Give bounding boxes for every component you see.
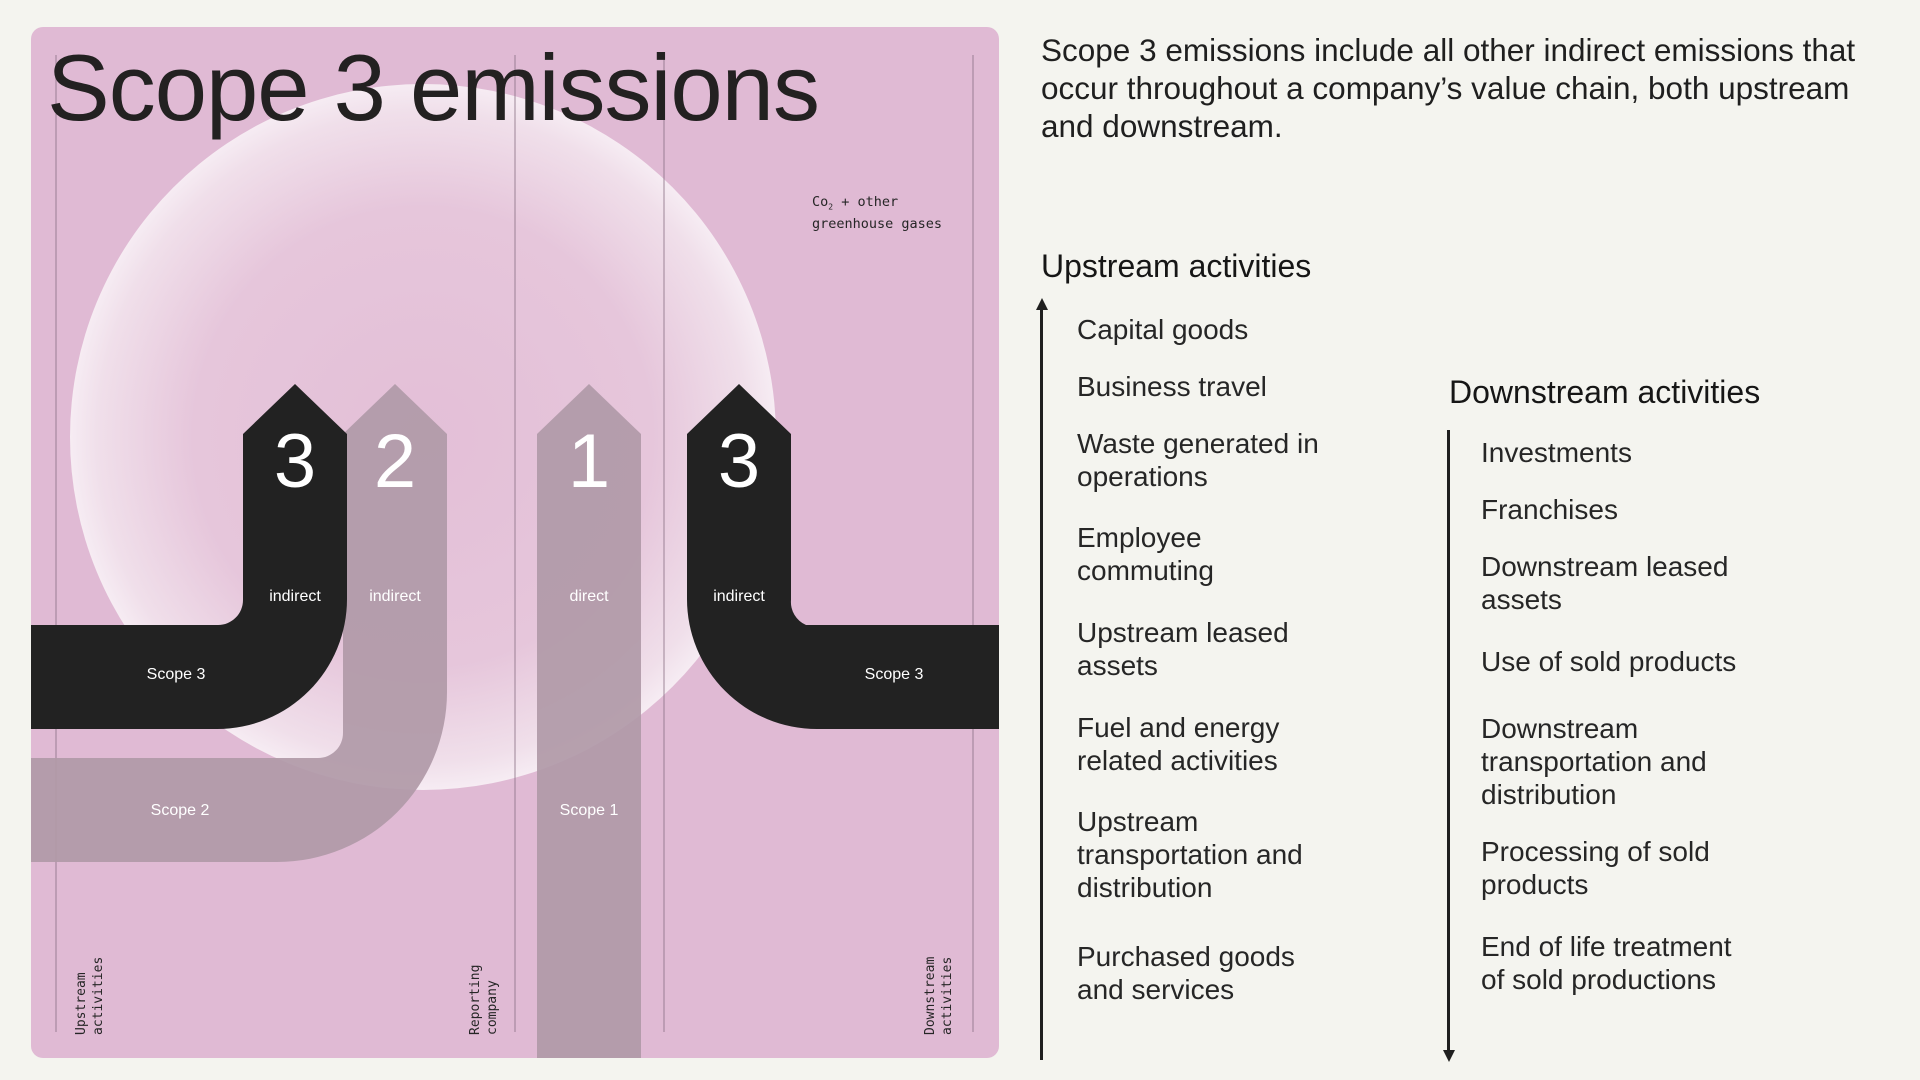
greenhouse-gas-label	[812, 194, 942, 233]
downstream-arrow-head-icon	[1443, 1050, 1455, 1062]
upstream-arrow-line	[1040, 308, 1043, 1060]
scope-1-type: direct	[569, 588, 609, 605]
scope-3-downstream-type: indirect	[713, 588, 765, 605]
downstream-activities-column-label: Downstream activities	[923, 956, 955, 1035]
upstream-activity-item	[1077, 805, 1303, 904]
upstream-activity-item	[1077, 427, 1319, 493]
scope-3-downstream-number: 3	[717, 419, 761, 504]
scope-3-upstream-number: 3	[273, 419, 317, 504]
diagram-graphic	[31, 27, 999, 1058]
upstream-activity-line: distribution	[1077, 872, 1213, 903]
scope-3-upstream-type: indirect	[269, 588, 321, 605]
scope-3-upstream-label: Scope 3	[146, 666, 206, 683]
upstream-activity-line: Employee	[1077, 522, 1202, 553]
downstream-activity-line: distribution	[1481, 779, 1617, 810]
downstream-activity-item	[1481, 493, 1618, 526]
upstream-activity-item	[1077, 616, 1289, 682]
upstream-activity-line: transportation and	[1077, 839, 1303, 870]
upstream-activity-line: Business travel	[1077, 371, 1267, 402]
upstream-activity-line: Fuel and energy	[1077, 712, 1280, 743]
intro-text: Scope 3 emissions include all other indirect emissions that occur throughout a company’s value chain, both upstream and downstream.	[1041, 32, 1856, 144]
upstream-activity-line: Upstream leased	[1077, 617, 1289, 648]
downstream-arrow-line	[1447, 430, 1450, 1052]
upstream-activity-line: Upstream	[1077, 806, 1199, 837]
upstream-activity-line: operations	[1077, 461, 1208, 492]
scope-3-diagram	[31, 27, 999, 1058]
upstream-activity-line: Capital goods	[1077, 314, 1249, 345]
upstream-activity-line: assets	[1077, 650, 1158, 681]
downstream-activity-line: assets	[1481, 584, 1562, 615]
downstream-activity-line: End of life treatment	[1481, 931, 1732, 962]
upstream-activity-item	[1077, 940, 1295, 1006]
gas-label-line-1: $Co_2$ + other	[812, 194, 899, 212]
scope-2-type: indirect	[369, 588, 421, 605]
downstream-activity-line: Use of sold products	[1481, 646, 1737, 677]
diagram-title: Scope 3 emissions	[47, 35, 819, 140]
downstream-activity-item	[1481, 436, 1632, 469]
downstream-activity-item	[1481, 645, 1736, 678]
scope-2-label: Scope 2	[150, 802, 210, 819]
reporting-company-column-label: Reporting company	[468, 964, 500, 1035]
upstream-heading: Upstream activities	[1041, 248, 1312, 284]
upstream-activity-line: Waste generated in	[1077, 428, 1319, 459]
upstream-activity-item	[1077, 521, 1214, 587]
downstream-activity-item	[1481, 550, 1728, 616]
downstream-activity-line: Investments	[1481, 437, 1632, 468]
scope-3-downstream-label: Scope 3	[864, 666, 924, 683]
downstream-activity-line: transportation and	[1481, 746, 1707, 777]
scope-1-number: 1	[567, 419, 611, 504]
downstream-activity-item	[1481, 930, 1732, 996]
upstream-activity-line: and services	[1077, 974, 1235, 1005]
upstream-activity-item	[1077, 313, 1248, 346]
downstream-activity-line: products	[1481, 869, 1589, 900]
scope-2-number: 2	[373, 419, 417, 504]
upstream-activity-item	[1077, 370, 1267, 403]
upstream-activity-line: Purchased goods	[1077, 941, 1295, 972]
upstream-activity-line: related activities	[1077, 745, 1278, 776]
scope-1-label: Scope 1	[559, 802, 619, 819]
downstream-activity-line: Downstream leased	[1481, 551, 1729, 582]
downstream-heading: Downstream activities	[1449, 374, 1761, 410]
downstream-activity-item	[1481, 835, 1710, 901]
downstream-activity-line: Franchises	[1481, 494, 1618, 525]
upstream-activities-column-label: Upstream activities	[74, 956, 106, 1035]
downstream-activity-item	[1481, 712, 1707, 811]
upstream-activity-item	[1077, 711, 1279, 777]
downstream-activity-line: of sold productions	[1481, 964, 1717, 995]
gas-label-line-2: greenhouse gases	[812, 215, 943, 232]
downstream-activity-line: Downstream	[1481, 713, 1639, 744]
upstream-activity-line: commuting	[1077, 555, 1214, 586]
downstream-activity-line: Processing of sold	[1481, 836, 1710, 867]
